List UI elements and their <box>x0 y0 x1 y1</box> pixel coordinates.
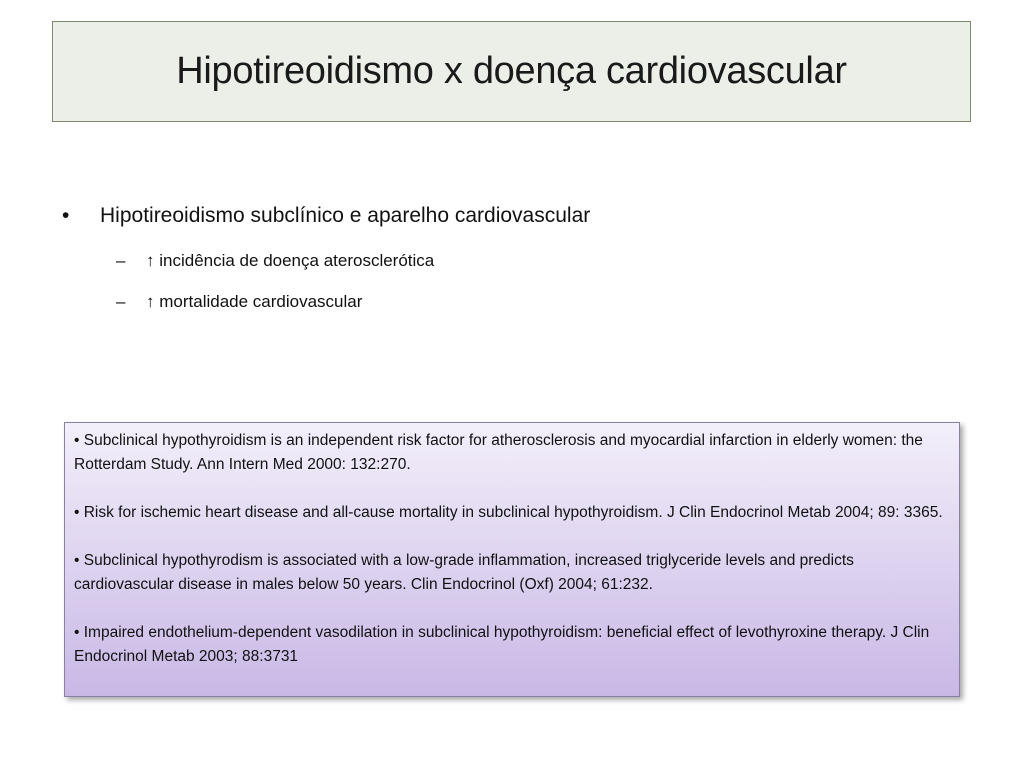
dash-marker: – <box>116 292 126 311</box>
bullet-marker: • <box>62 204 70 227</box>
sub-bullet-text: incidência de doença aterosclerótica <box>159 251 435 270</box>
bullet-text: Hipotireoidismo subclínico e aparelho cardiovascular <box>100 204 591 227</box>
up-arrow-icon: ↑ <box>146 251 155 270</box>
reference-item: • Risk for ischemic heart disease and all-cause mortality in subclinical hypothyroidism. J Clin Endocrinol Metab 2004; 89: 3365. <box>74 504 943 521</box>
title-box <box>52 21 971 122</box>
dash-marker: – <box>116 251 126 270</box>
sub-bullet-text: mortalidade cardiovascular <box>159 292 363 311</box>
slide-title: Hipotireoidismo x doença cardiovascular <box>176 50 847 92</box>
sub-bullet <box>116 251 434 271</box>
reference-item: • Subclinical hypothyrodism is associated with a low-grade inflammation, increased triglyceride levels and predicts cardiovascular disease in males below 50 years. Clin Endocrinol (Oxf) 2004; 61:232. <box>74 552 854 593</box>
references-box <box>64 422 960 697</box>
reference-item: • Subclinical hypothyroidism is an independent risk factor for atherosclerosis and myocardial infarction in elderly women: the Rotterdam Study. Ann Intern Med 2000: 132:270. <box>74 432 923 473</box>
reference-item: • Impaired endothelium-dependent vasodilation in subclinical hypothyroidism: beneficial effect of levothyroxine therapy. J Clin Endocrinol Metab 2003; 88:3731 <box>74 624 930 665</box>
sub-bullet <box>116 292 362 312</box>
up-arrow-icon: ↑ <box>146 292 155 311</box>
